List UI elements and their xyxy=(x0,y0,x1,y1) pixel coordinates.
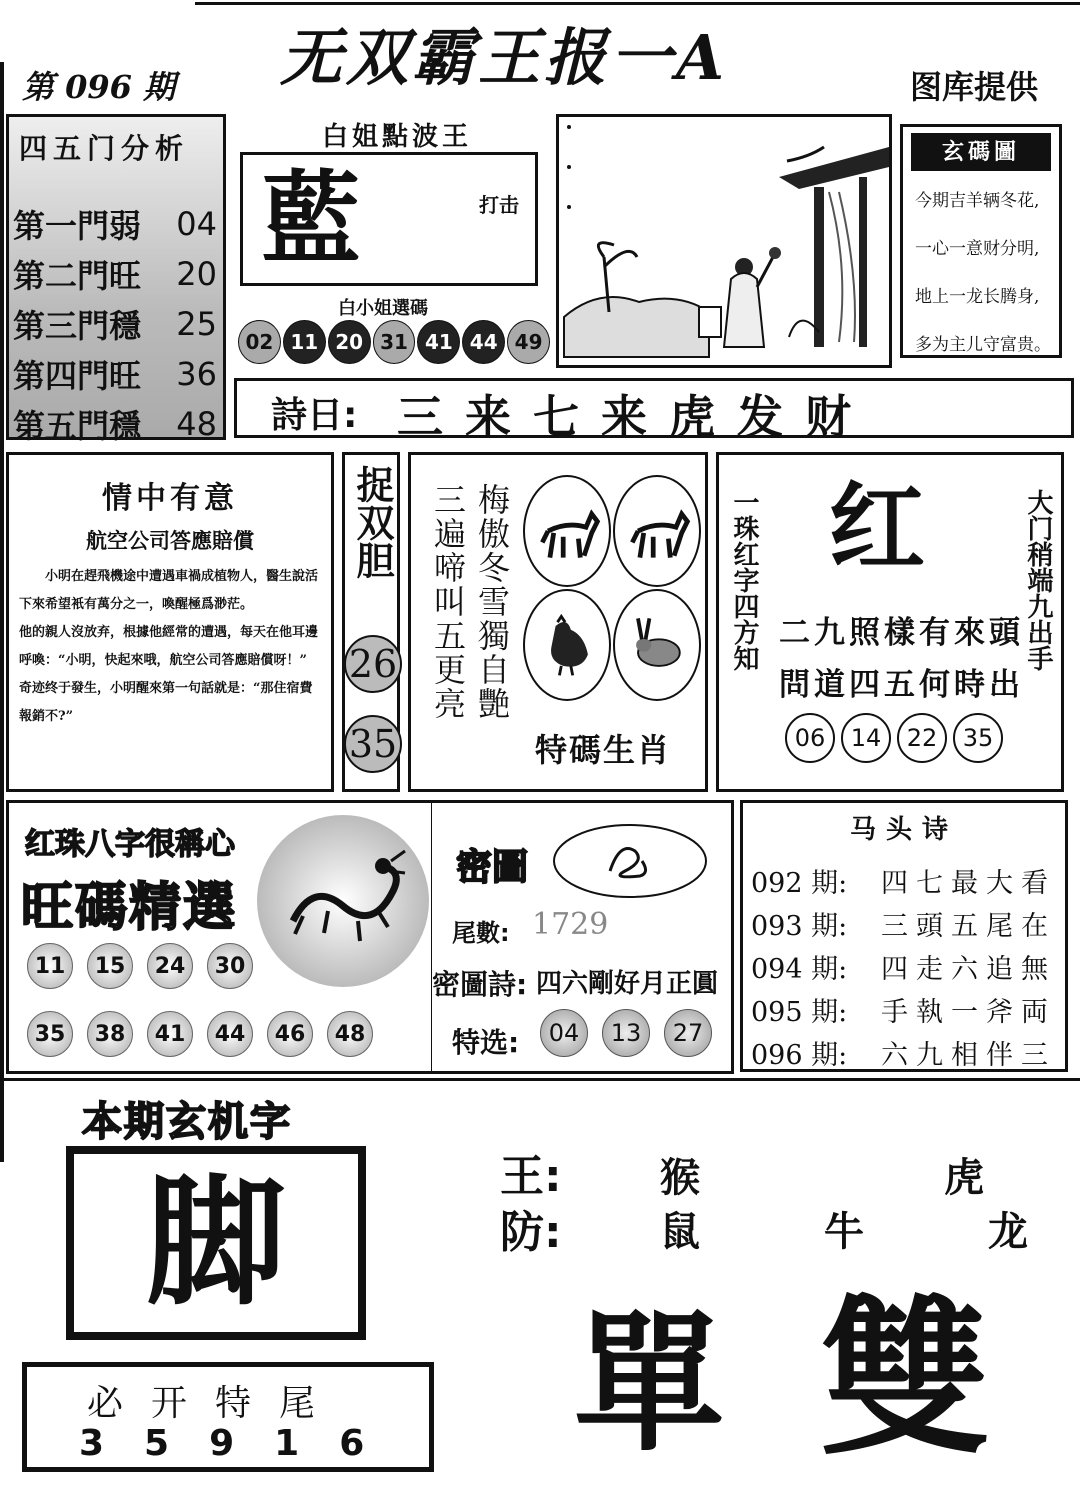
number-ball: 20 xyxy=(328,320,371,364)
analysis-rows xyxy=(13,199,223,449)
horse-poem-text: 四走六追無 xyxy=(881,954,1056,985)
wave-big-char: 藍 xyxy=(261,159,361,277)
double-title: 捉双胆 xyxy=(350,465,394,579)
red-box xyxy=(716,452,1064,792)
horse-icon xyxy=(523,475,611,587)
analysis-row xyxy=(13,249,223,299)
number-ball: 02 xyxy=(238,320,281,364)
analysis-row-label: 第四門旺 xyxy=(13,357,142,395)
story-box xyxy=(6,452,334,792)
poem-line-text: 三来七来虎发财 xyxy=(397,390,873,444)
number-ball: 41 xyxy=(417,320,460,364)
secret-box xyxy=(432,800,734,1074)
provider-label: 图库提供 xyxy=(910,68,1039,106)
king-label: 王: xyxy=(500,1151,562,1202)
analysis-row xyxy=(13,199,223,249)
horse-poem-text: 三頭五尾在 xyxy=(881,911,1056,942)
guard-animal-a: 鼠 xyxy=(660,1208,700,1255)
zodiac-col-2: 梅傲冬雪獨自艷 xyxy=(473,483,511,721)
poem-line-box xyxy=(234,378,1074,444)
number-ball: 04 xyxy=(540,1009,588,1057)
issue-number: 第 096 期 xyxy=(22,68,176,106)
guard-animal-b: 牛 xyxy=(824,1208,864,1255)
double-balls xyxy=(345,627,397,787)
number-ball: 49 xyxy=(507,320,550,364)
secret-title: 密圖 xyxy=(456,847,529,888)
top-rule xyxy=(195,2,1080,5)
poem-line-label: 詩日: xyxy=(271,395,358,436)
number-ball: 30 xyxy=(207,943,253,989)
single-char: 單 xyxy=(574,1298,725,1472)
horse-poem-row xyxy=(751,902,1061,945)
horse-poem-issue: 094 期: xyxy=(751,954,848,985)
number-ball: 22 xyxy=(897,713,947,763)
story-subtitle: 航空公司答應賠償 xyxy=(86,529,254,553)
zodiac-animals xyxy=(523,475,703,703)
poem-box-title: 玄碼圖 xyxy=(911,133,1051,171)
number-ball: 35 xyxy=(27,1011,73,1057)
red-line-2: 問道四五何時出 xyxy=(779,667,1024,703)
number-ball: 06 xyxy=(785,713,835,763)
analysis-row-label: 第三門穩 xyxy=(13,307,142,345)
number-ball: 44 xyxy=(462,320,505,364)
double-box xyxy=(342,452,400,792)
picks-balls xyxy=(27,943,377,1057)
secret-poem-label: 密圖詩: xyxy=(432,968,528,1001)
red-balls xyxy=(785,713,1003,763)
wave-balls xyxy=(238,320,550,364)
story-paragraph: 小明在趕飛機途中遭遇車禍成植物人，醫生說活下來希望衹有萬分之一，喚醒極爲渺茫。 xyxy=(19,569,319,612)
horse-poem-box xyxy=(740,800,1068,1072)
bottom-rule xyxy=(0,1078,1080,1081)
wave-note: 打击 xyxy=(479,193,519,217)
red-line-1: 二九照樣有來頭 xyxy=(779,615,1024,651)
left-rule xyxy=(0,62,4,1162)
number-ball: 11 xyxy=(27,943,73,989)
secret-tail-label: 尾數: xyxy=(452,919,510,947)
analysis-row xyxy=(13,349,223,399)
poem-box-line: 多为主儿守富贵。 xyxy=(915,335,1051,355)
analysis-row-label: 第一門弱 xyxy=(13,207,142,245)
secret-special-label: 特选: xyxy=(452,1026,520,1059)
analysis-row-num: 25 xyxy=(176,305,217,343)
tail-digits: 35916 xyxy=(79,1423,405,1464)
tail-title: 必开特尾 xyxy=(87,1383,344,1424)
horse-icon xyxy=(613,475,701,587)
poem-box-lines xyxy=(915,177,1059,369)
analysis-row xyxy=(13,399,223,449)
horse-poem-row xyxy=(751,988,1061,1031)
guard-label: 防: xyxy=(500,1207,562,1258)
number-ball: 24 xyxy=(147,943,193,989)
horse-poem-text: 四七最大看 xyxy=(881,868,1056,899)
rooster-icon xyxy=(523,589,611,701)
horse-poem-row xyxy=(751,945,1061,988)
page-title: 无双霸王报一A xyxy=(280,21,729,94)
analysis-row-num: 36 xyxy=(176,355,217,393)
red-left-col: 一珠红字四方知 xyxy=(729,489,759,671)
number-ball: 35 xyxy=(344,715,402,773)
number-ball: 44 xyxy=(207,1011,253,1057)
analysis-row-num: 04 xyxy=(176,205,217,243)
secret-tail-value: 1729 xyxy=(532,907,609,942)
secret-poem: 四六剛好月正圓 xyxy=(536,969,719,999)
horse-poem-issue: 095 期: xyxy=(751,997,848,1028)
picks-row xyxy=(27,943,377,989)
tail-box xyxy=(22,1362,434,1472)
number-ball: 14 xyxy=(841,713,891,763)
number-ball: 15 xyxy=(87,943,133,989)
story-title: 情中有意 xyxy=(102,481,238,516)
secret-balls xyxy=(540,1009,712,1057)
horse-poem-row xyxy=(751,859,1061,902)
number-ball: 46 xyxy=(267,1011,313,1057)
mystery-title: 本期玄机字 xyxy=(82,1099,292,1145)
mystery-big-char: 脚 xyxy=(145,1161,286,1325)
mystery-char-box xyxy=(66,1146,366,1340)
zodiac-box xyxy=(408,452,708,792)
poem-box-line: 地上一龙长腾身, xyxy=(915,287,1040,307)
rabbit-icon xyxy=(613,589,701,701)
zodiac-col-1: 三遍啼叫五更亮 xyxy=(429,483,467,721)
number-ball: 35 xyxy=(953,713,1003,763)
number-ball: 48 xyxy=(327,1011,373,1057)
wave-box xyxy=(240,152,538,286)
horse-poem-text: 手執一斧両 xyxy=(881,997,1056,1028)
horse-poem-rows xyxy=(751,859,1061,1074)
red-big-char: 红 xyxy=(829,471,925,584)
guard-animal-c: 龙 xyxy=(988,1208,1028,1255)
red-right-col: 大门稍端九出手 xyxy=(1023,489,1053,671)
analysis-box xyxy=(6,114,226,445)
number-ball: 38 xyxy=(87,1011,133,1057)
double-char: 雙 xyxy=(820,1281,991,1479)
analysis-row-label: 第五門穩 xyxy=(13,407,142,445)
number-ball: 27 xyxy=(664,1009,712,1057)
number-ball: 11 xyxy=(283,320,326,364)
story-paragraph: 奇迹终于發生，小明醒來第一句話就是：“那住宿費報銷不?” xyxy=(19,681,313,724)
horse-poem-issue: 092 期: xyxy=(751,868,848,899)
picks-row xyxy=(27,1011,377,1057)
poem-box-line: 一心一意财分明, xyxy=(915,239,1040,259)
illustration-box xyxy=(556,114,892,368)
horse-poem-issue: 093 期: xyxy=(751,911,848,942)
picks-banner: 旺碼精選 xyxy=(21,878,238,938)
horse-poem-row xyxy=(751,1031,1061,1074)
number-ball: 41 xyxy=(147,1011,193,1057)
analysis-row-label: 第二門旺 xyxy=(13,257,142,295)
king-animal-a: 猴 xyxy=(660,1154,700,1201)
zodiac-caption: 特碼生肖 xyxy=(535,731,672,769)
analysis-row xyxy=(13,299,223,349)
king-animal-b: 虎 xyxy=(944,1154,984,1201)
number-ball: 26 xyxy=(344,635,402,693)
wave-title: 白姐點波王 xyxy=(322,122,473,152)
horse-poem-issue: 096 期: xyxy=(751,1040,848,1071)
horse-poem-text: 六九相伴三 xyxy=(881,1040,1056,1071)
poem-box xyxy=(900,124,1062,358)
analysis-title: 四五门分析 xyxy=(19,132,190,165)
story-paragraph: 他的親人沒放弃，根據他經常的遭遇，每天在他耳邊呼喚：“小明，快起來哦，航空公司答應賠償呀！” xyxy=(19,625,319,668)
number-ball: 13 xyxy=(602,1009,650,1057)
secret-oval-icon xyxy=(550,821,710,901)
picks-title: 红珠八字很稱心 xyxy=(25,827,235,862)
analysis-row-num: 48 xyxy=(176,405,217,443)
story-paragraphs xyxy=(19,563,325,731)
wave-subtitle: 白小姐選碼 xyxy=(338,298,428,319)
analysis-row-num: 20 xyxy=(176,255,217,293)
picks-box xyxy=(6,800,434,1074)
number-ball: 31 xyxy=(373,320,416,364)
poem-box-line: 今期吉羊辆冬花, xyxy=(915,191,1040,211)
pavilion-illustration xyxy=(559,117,889,365)
horse-poem-title: 马头诗 xyxy=(849,815,958,845)
